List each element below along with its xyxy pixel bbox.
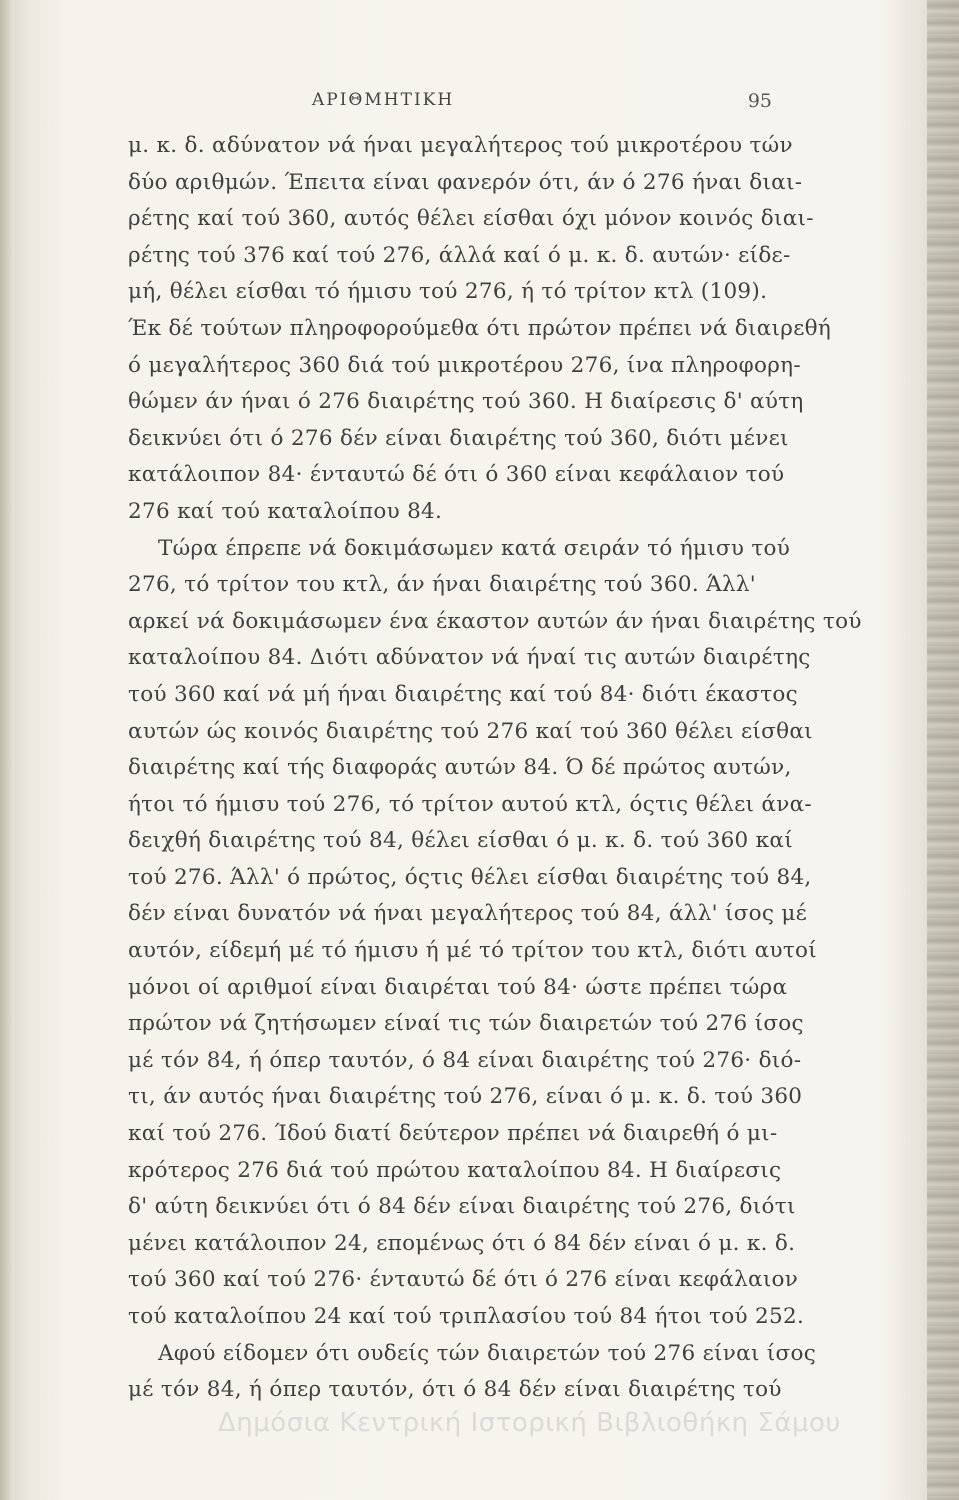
text-line: τού 360 καί νά μή ήναι διαιρέτης καί τού 84· διότι έκαστος: [128, 681, 798, 707]
page-left-edge: [0, 0, 14, 1500]
text-line: κρότερος 276 διά τού πρώτου καταλοίπου 84. Η διαίρεσις: [128, 1157, 782, 1183]
text-line: μόνοι οί αριθμοί είναι διαιρέται τού 84· ώστε πρέπει τώρα: [128, 974, 788, 1000]
text-line: 276, τό τρίτον του κτλ, άν ήναι διαιρέτης τού 360. Άλλ': [128, 572, 757, 598]
text-line: καταλοίπου 84. Διότι αδύνατον νά ήναί τις αυτών διαιρέτης: [128, 645, 811, 671]
running-title: ΑΡΙΘΜΗΤΙΚΗ: [312, 90, 455, 110]
text-line: 276 καί τού καταλοίπου 84.: [128, 498, 443, 524]
text-line: μέ τόν 84, ή όπερ ταυτόν, ό 84 είναι διαιρέτης τού 276· διό-: [128, 1047, 802, 1073]
text-line: δύο αριθμών. Έπειτα είναι φανερόν ότι, άν ό 276 ήναι διαι-: [128, 169, 803, 195]
text-line: αρκεί νά δοκιμάσωμεν ένα έκαστον αυτών άν ήναι διαιρέτης τού: [128, 608, 862, 634]
text-line: τού 276. Άλλ' ό πρώτος, όςτις θέλει είσθαι διαιρέτης τού 84,: [128, 864, 812, 890]
text-line: κατάλοιπον 84· ένταυτώ δέ ότι ό 360 είναι κεφάλαιον τού: [128, 462, 785, 488]
text-line: ήτοι τό ήμισυ τού 276, τό τρίτον αυτού κτλ, όςτις θέλει άνα-: [128, 791, 812, 817]
page-number: 95: [747, 90, 772, 112]
text-line: τι, άν αυτός ήναι διαιρέτης τού 276, είναι ό μ. κ. δ. τού 360: [128, 1084, 803, 1110]
text-line: τού καταλοίπου 24 καί τού τριπλασίου τού 84 ήτοι τού 252.: [128, 1304, 805, 1329]
body-text: [128, 128, 862, 1409]
text-line: Αφού είδομεν ότι ουδείς τών διαιρετών τού 276 είναι ίσος: [158, 1340, 817, 1366]
text-line: ρέτης τού 376 καί τού 276, άλλά καί ό μ. κ. δ. αυτών· είδε-: [128, 242, 791, 268]
text-line: ό μεγαλήτερος 360 διά τού μικροτέρου 276, ίνα πληροφορη-: [128, 352, 801, 378]
text-line: αυτών ώς κοινός διαιρέτης τού 276 καί τού 360 θέλει είσθαι: [128, 718, 813, 744]
text-line: μέ τόν 84, ή όπερ ταυτόν, ότι ό 84 δέν είναι διαιρέτης τού: [128, 1377, 782, 1403]
text-line: μένει κατάλοιπον 24, επομένως ότι ό 84 δέν είναι ό μ. κ. δ.: [128, 1230, 796, 1256]
text-line: αυτόν, είδεμή μέ τό ήμισυ ή μέ τό τρίτον του κτλ, διότι αυτοί: [128, 938, 818, 964]
text-line: Έκ δέ τούτων πληροφορούμεθα ότι πρώτον πρέπει νά διαιρεθή: [128, 315, 832, 341]
text-line: δεικνύει ότι ό 276 δέν είναι διαιρέτης τού 360, διότι μένει: [128, 425, 789, 451]
library-watermark: Δημόσια Κεντρική Ιστορική Βιβλιοθήκη Σάμου: [218, 1408, 841, 1438]
text-line: καί τού 276. Ίδού διατί δεύτερον πρέπει νά διαιρεθή ό μι-: [128, 1121, 778, 1147]
page-header: [132, 90, 772, 120]
text-line: θώμεν άν ήναι ό 276 διαιρέτης τού 360. Η διαίρεσις δ' αύτη: [128, 389, 804, 415]
text-line: ρέτης καί τού 360, αυτός θέλει είσθαι όχι μόνον κοινός διαι-: [128, 206, 814, 232]
text-line: δέν είναι δυνατόν νά ήναι μεγαλήτερος τού 84, άλλ' ίσος μέ: [128, 901, 808, 927]
text-line: πρώτον νά ζητήσωμεν είναί τις τών διαιρετών τού 276 ίσος: [128, 1011, 804, 1037]
text-line: διαιρέτης καί τής διαφοράς αυτών 84. Ό δέ πρώτος αυτών,: [128, 755, 792, 781]
text-line: Τώρα έπρεπε νά δοκιμάσωμεν κατά σειράν τό ήμισυ τού: [158, 535, 791, 561]
text-line: μή, θέλει είσθαι τό ήμισυ τού 276, ή τό τρίτον κτλ (109).: [128, 279, 768, 305]
adjacent-page-edge: [927, 0, 959, 1500]
text-line: δ' αύτη δεικνύει ότι ό 84 δέν είναι διαιρέτης τού 276, διότι: [128, 1194, 796, 1220]
text-line: δειχθή διαιρέτης τού 84, θέλει είσθαι ό μ. κ. δ. τού 360 καί: [128, 828, 793, 854]
text-line: τού 360 καί τού 276· ένταυτώ δέ ότι ό 276 είναι κεφάλαιον: [128, 1267, 799, 1293]
text-line: μ. κ. δ. αδύνατον νά ήναι μεγαλήτερος τού μικροτέρου τών: [128, 133, 793, 158]
